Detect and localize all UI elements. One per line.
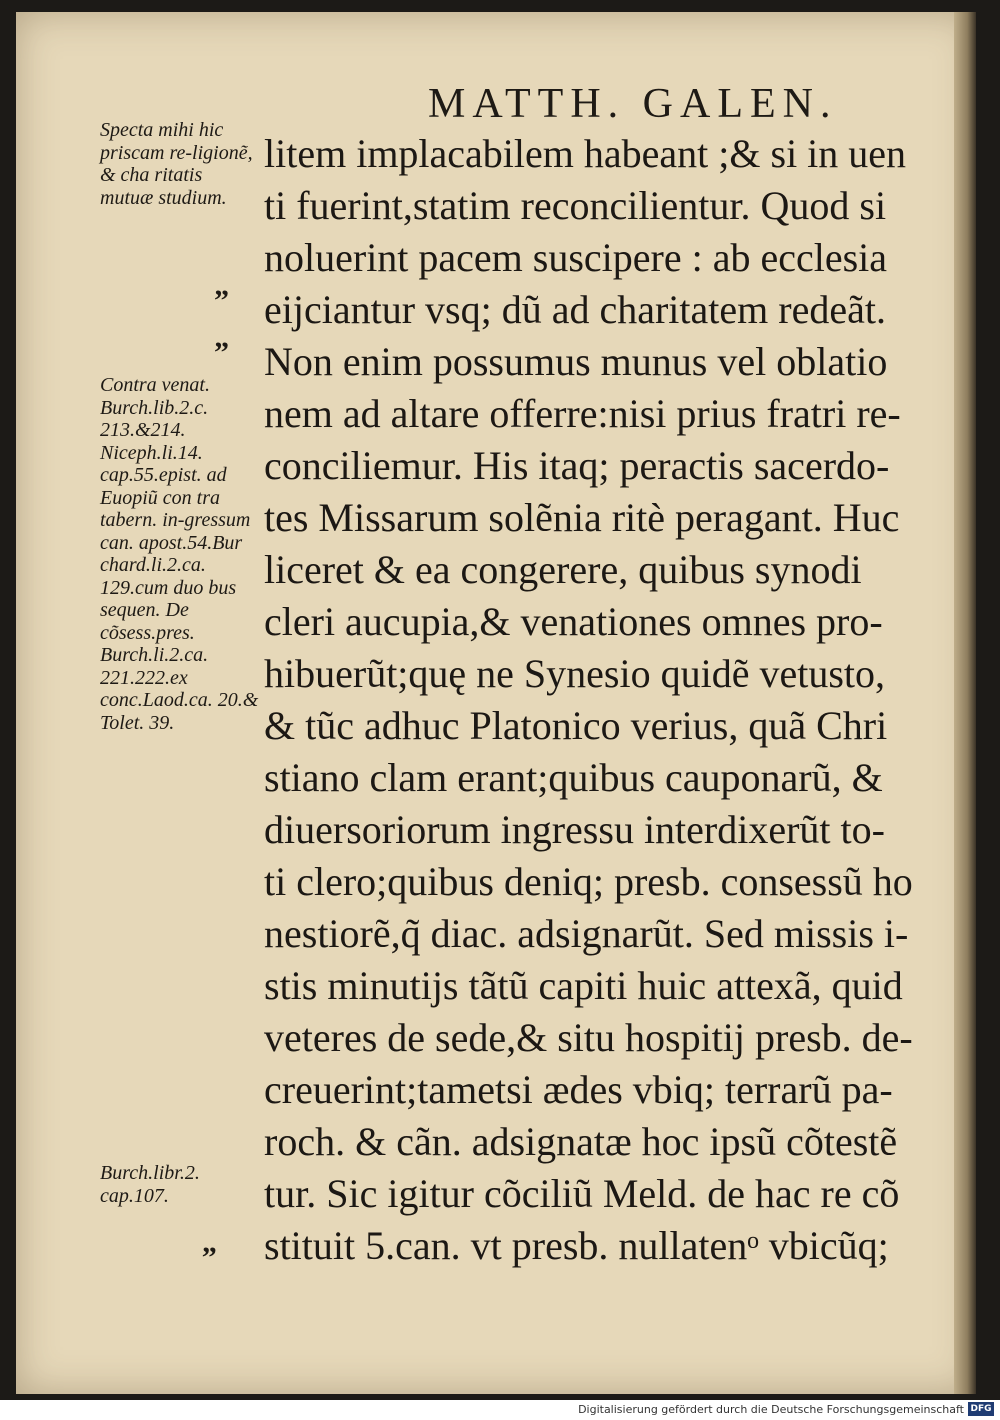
book-spine-edge [954,12,976,1394]
body-line: nem ad altare offerre:nisi prius fratri re- [264,391,901,436]
body-line: ti clero;quibus deniq; presb. consessũ ho [264,859,913,904]
body-line: cleri aucupia,& venationes omnes pro- [264,599,883,644]
quote-mark: ” [214,336,229,369]
body-line: liceret & ea congerere, quibus synodi [264,547,862,592]
margin-note-3: Burch.libr.2. cap.107. [100,1162,200,1207]
body-line: & tũc adhuc Platonico verius, quã Chri [264,703,888,748]
body-line: creuerint;tametsi ædes vbiq; terrarũ pa- [264,1067,893,1112]
body-line: eijciantur vsq; dũ ad charitatem redeãt. [264,287,886,332]
quote-mark: ” [214,284,229,317]
body-line: stituit 5.can. vt presb. nullatenᵒ vbicũq; [264,1223,889,1268]
body-line: diuersoriorum ingressu interdixerũt to- [264,807,885,852]
body-line: tur. Sic igitur cõciliũ Meld. de hac re cõ [264,1171,900,1216]
dfg-logo: DFG [968,1402,994,1416]
body-line: stiano clam erant;quibus cauponarũ, & [264,755,883,800]
body-line: tes Missarum solẽnia ritè peragant. Huc [264,495,900,540]
body-line: litem implacabilem habeant ;& si in uen [264,131,907,176]
body-line: noluerint pacem suscipere : ab ecclesia [264,235,888,280]
body-line: stis minutijs tãtũ capiti huic attexã, quid [264,963,903,1008]
margin-note-1: Specta mihi hic priscam re-ligionẽ, & cha ritatis mutuæ studium. [100,119,253,209]
margin-note-2: Contra venat. Burch.lib.2.c. 213.&214. Niceph.li.14. cap.55.epist. ad Euopiũ con tra tabern. in-gressum can. apost.54.Bur chard.li.2.ca. 129.cum duo bus sequen. De cõsess.pres. Burch.li.2.ca. 221.222.ex conc.Laod.ca. 20.& Tolet. 39. [100,374,259,734]
body-line: ti fuerint,statim reconcilientur. Quod si [264,183,887,228]
body-line: Non enim possumus munus vel oblatio [264,339,888,384]
body-line: roch. & cãn. adsignatæ hoc ipsũ cõtestẽ [264,1119,898,1164]
body-line: conciliemur. His itaq; peractis sacerdo- [264,443,890,488]
footer-bar [0,1400,1000,1420]
funding-credit: Digitalisierung gefördert durch die Deutsche Forschungsgemeinschaft [578,1403,964,1416]
running-title: MATTH. GALEN. [428,81,838,127]
body-line: nestiorẽ,q̃ diac. adsignarũt. Sed missis i- [264,911,909,956]
book-page [16,12,976,1394]
body-line: veteres de sede,& situ hospitij presb. de- [264,1015,913,1060]
body-line: hibuerũt;quę ne Synesio quidẽ vetusto, [264,651,886,696]
quote-mark: „ [202,1226,217,1259]
